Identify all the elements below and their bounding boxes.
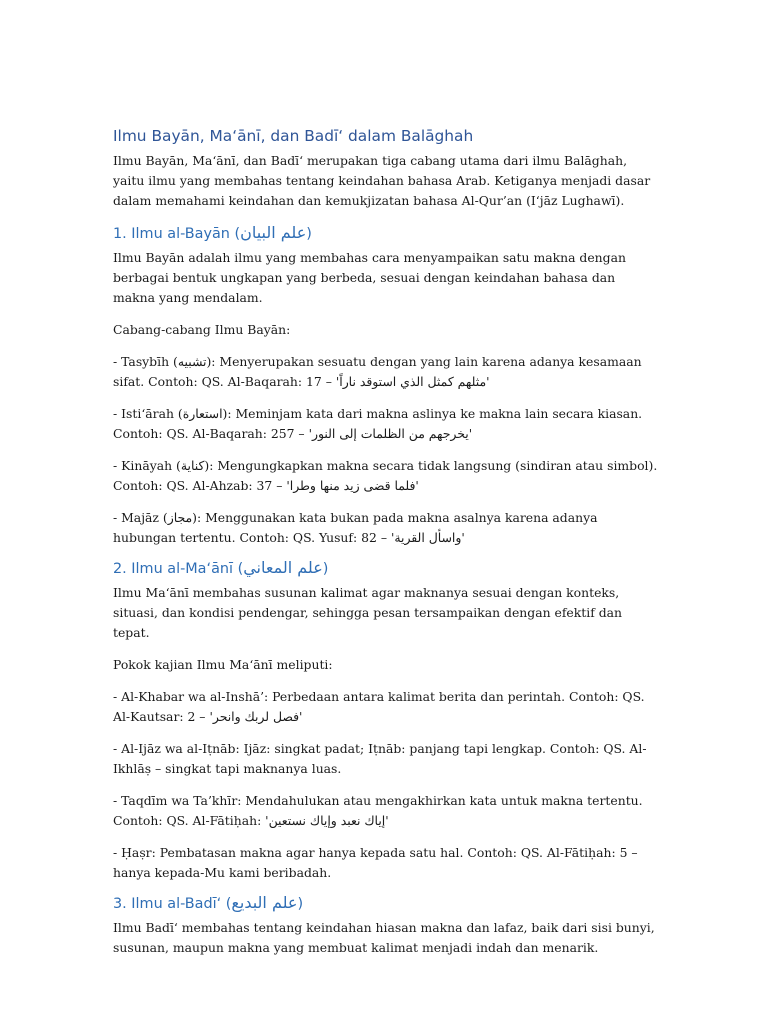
list-item: - Tasybīh (تشبيه): Menyerupakan sesuatu dengan yang lain karena adanya kesamaan sifat. Contoh: QS. Al-Baqarah: 17 – 'مثلهم كمثل الذي استوقد ناراً'	[113, 354, 642, 389]
intro-paragraph: Ilmu Bayān, Ma‘ānī, dan Badī‘ merupakan tiga cabang utama dari ilmu Balāghah, yaitu ilmu yang membahas tentang keindahan bahasa Arab. Ketiganya menjadi dasar dalam memahami keindahan dan kemukjizatan bahasa Al-Qur’an (I‘jāz Lughawī).	[113, 153, 651, 208]
document-page	[113, 126, 659, 958]
list-item: - Al-Khabar wa al-Inshā’: Perbedaan antara kalimat berita dan perintah. Contoh: QS. Al-Kautsar: 2 – 'فصل لربك وانحر'	[113, 689, 645, 724]
list-intro: Cabang-cabang Ilmu Bayān:	[113, 322, 291, 337]
section-heading-text: 1. Ilmu al-Bayān (	[113, 226, 241, 242]
list-item: - Taqdīm wa Ta’khīr: Mendahulukan atau mengakhirkan kata untuk makna tertentu. Contoh: QS. Al-Fātiḥah: 'إياك نعبد وإياك نستعين'	[113, 793, 643, 828]
section-heading-close: )	[297, 896, 304, 912]
section-heading-maani	[113, 558, 659, 579]
list-item: - Al-Ijāz wa al-Iṭnāb: Ijāz: singkat padat; Iṭnāb: panjang tapi lengkap. Contoh: QS. Al-Ikhlāṣ – singkat tapi maknanya luas.	[113, 741, 647, 776]
list-item: - Majāz (مجاز): Menggunakan kata bukan pada makna asalnya karena adanya hubungan tertentu. Contoh: QS. Yusuf: 82 – 'واسأل القرية'	[113, 510, 598, 545]
list-item: - Ḥaṣr: Pembatasan makna agar hanya kepada satu hal. Contoh: QS. Al-Fātiḥah: 5 – hanya kepada-Mu kami beribadah.	[113, 845, 638, 880]
list-intro: Pokok kajian Ilmu Ma‘ānī meliputi:	[113, 657, 333, 672]
section-heading-text: 3. Ilmu al-Badī‘ (	[113, 896, 232, 912]
section-heading-arabic: علم البيان	[240, 223, 307, 242]
document-title: Ilmu Bayān, Ma‘ānī, dan Badī‘ dalam Balāghah	[113, 127, 474, 145]
section-heading-arabic: علم المعاني	[243, 558, 323, 577]
section-description: Ilmu Bayān adalah ilmu yang membahas cara menyampaikan satu makna dengan berbagai bentuk ungkapan yang berbeda, sesuai dengan keindahan bahasa dan makna yang mendalam.	[113, 250, 626, 305]
section-heading-text: 2. Ilmu al-Ma‘ānī (	[113, 561, 244, 577]
list-item: - Kināyah (كناية): Mengungkapkan makna secara tidak langsung (sindiran atau simbol). Contoh: QS. Al-Ahzab: 37 – 'فلما قضى زيد منها وطرا'	[113, 458, 658, 493]
section-description: Ilmu Badī‘ membahas tentang keindahan hiasan makna dan lafaz, baik dari sisi bunyi, susunan, maupun makna yang membuat kalimat menjadi indah dan menarik.	[113, 920, 655, 955]
section-heading-bayan	[113, 223, 659, 244]
section-heading-arabic: علم البديع	[231, 893, 298, 912]
section-heading-close: )	[306, 226, 312, 242]
section-heading-close: )	[322, 561, 329, 577]
section-description: Ilmu Ma‘ānī membahas susunan kalimat agar maknanya sesuai dengan konteks, situasi, dan kondisi pendengar, sehingga pesan tersampaikan dengan efektif dan tepat.	[113, 585, 623, 640]
section-heading-badi	[113, 893, 659, 914]
list-item: - Isti‘ārah (استعارة): Meminjam kata dari makna aslinya ke makna lain secara kiasan. Contoh: QS. Al-Baqarah: 257 – 'يخرجهم من الظلمات إلى النور'	[113, 406, 643, 441]
